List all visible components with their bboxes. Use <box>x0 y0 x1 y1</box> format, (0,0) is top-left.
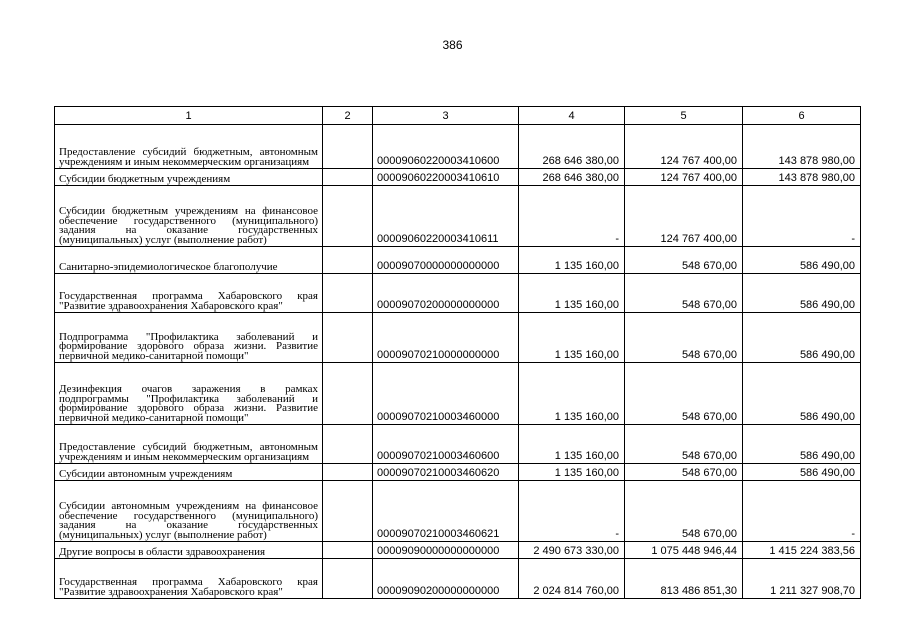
row-value-col4: 1 135 160,00 <box>519 313 625 363</box>
row-col2-cell <box>323 425 373 464</box>
row-name-cell: Субсидии бюджетным учреждениям на финансовое обеспечение государственного (муниципального) задания на оказание государственных (муниципальных) услуг (выполнение работ) <box>55 186 323 247</box>
table-row <box>55 274 861 313</box>
row-value-col5: 1 075 448 946,44 <box>625 542 743 559</box>
row-col2-cell <box>323 363 373 425</box>
table-row <box>55 542 861 559</box>
row-value-col5: 124 767 400,00 <box>625 169 743 186</box>
row-value-col5: 548 670,00 <box>625 313 743 363</box>
row-value-col5: 548 670,00 <box>625 274 743 313</box>
row-value-col6: 586 490,00 <box>743 274 861 313</box>
table-row <box>55 125 861 169</box>
row-name-cell: Субсидии бюджетным учреждениям <box>55 169 323 186</box>
page-number: 386 <box>442 38 463 52</box>
row-value-col4: - <box>519 481 625 542</box>
row-name-cell: Государственная программа Хабаровского края "Развитие здравоохранения Хабаровского края" <box>55 559 323 599</box>
row-value-col4: 1 135 160,00 <box>519 464 625 481</box>
row-value-col4: - <box>519 186 625 247</box>
row-value-col6: 143 878 980,00 <box>743 169 861 186</box>
row-code-cell: 00009060220003410600 <box>373 125 519 169</box>
row-code-cell: 00009070200000000000 <box>373 274 519 313</box>
row-value-col5: 813 486 851,30 <box>625 559 743 599</box>
row-value-col4: 268 646 380,00 <box>519 125 625 169</box>
row-value-col6: - <box>743 481 861 542</box>
row-value-col6: 586 490,00 <box>743 363 861 425</box>
row-value-col5: 124 767 400,00 <box>625 125 743 169</box>
row-col2-cell <box>323 186 373 247</box>
header-cell: 4 <box>519 107 625 125</box>
row-code-cell: 00009070210000000000 <box>373 313 519 363</box>
row-code-cell: 00009060220003410611 <box>373 186 519 247</box>
row-value-col5: 548 670,00 <box>625 464 743 481</box>
row-value-col4: 2 024 814 760,00 <box>519 559 625 599</box>
row-code-cell: 00009070210003460620 <box>373 464 519 481</box>
row-code-cell: 00009070000000000000 <box>373 247 519 274</box>
header-cell: 3 <box>373 107 519 125</box>
row-value-col4: 1 135 160,00 <box>519 363 625 425</box>
row-value-col6: 586 490,00 <box>743 313 861 363</box>
table-row <box>55 425 861 464</box>
row-name-cell: Дезинфекция очагов заражения в рамках подпрограммы "Профилактика заболеваний и формирование здорового образа жизни. Развитие первичной медико-санитарной помощи" <box>55 363 323 425</box>
row-value-col5: 548 670,00 <box>625 363 743 425</box>
row-col2-cell <box>323 313 373 363</box>
table-header-row <box>55 107 861 125</box>
row-value-col6: 586 490,00 <box>743 464 861 481</box>
row-value-col5: 124 767 400,00 <box>625 186 743 247</box>
row-value-col4: 1 135 160,00 <box>519 247 625 274</box>
row-value-col5: 548 670,00 <box>625 481 743 542</box>
header-cell: 6 <box>743 107 861 125</box>
row-code-cell: 00009070210003460621 <box>373 481 519 542</box>
row-value-col4: 1 135 160,00 <box>519 425 625 464</box>
table-row <box>55 559 861 599</box>
table-row <box>55 363 861 425</box>
row-name-cell: Предоставление субсидий бюджетным, автономным учреждениям и иным некоммерческим организациям <box>55 125 323 169</box>
row-code-cell: 00009090200000000000 <box>373 559 519 599</box>
row-name-cell: Государственная программа Хабаровского края "Развитие здравоохранения Хабаровского края" <box>55 274 323 313</box>
row-code-cell: 00009070210003460000 <box>373 363 519 425</box>
row-col2-cell <box>323 481 373 542</box>
table-row <box>55 313 861 363</box>
table-row <box>55 481 861 542</box>
budget-table <box>54 106 861 599</box>
table-row <box>55 169 861 186</box>
header-cell: 1 <box>55 107 323 125</box>
row-col2-cell <box>323 125 373 169</box>
row-value-col6: 1 211 327 908,70 <box>743 559 861 599</box>
row-value-col6: - <box>743 186 861 247</box>
row-name-cell: Предоставление субсидий бюджетным, автономным учреждениям и иным некоммерческим организациям <box>55 425 323 464</box>
row-code-cell: 00009070210003460600 <box>373 425 519 464</box>
row-value-col6: 586 490,00 <box>743 247 861 274</box>
row-name-cell: Подпрограмма "Профилактика заболеваний и формирование здорового образа жизни. Развитие первичной медико-санитарной помощи" <box>55 313 323 363</box>
row-value-col4: 1 135 160,00 <box>519 274 625 313</box>
row-value-col4: 268 646 380,00 <box>519 169 625 186</box>
row-col2-cell <box>323 247 373 274</box>
row-value-col4: 2 490 673 330,00 <box>519 542 625 559</box>
row-name-cell: Другие вопросы в области здравоохранения <box>55 542 323 559</box>
row-value-col5: 548 670,00 <box>625 247 743 274</box>
row-name-cell: Субсидии автономным учреждениям на финансовое обеспечение государственного (муниципального) задания на оказание государственных (муниципальных) услуг (выполнение работ) <box>55 481 323 542</box>
header-cell: 5 <box>625 107 743 125</box>
header-cell: 2 <box>323 107 373 125</box>
row-col2-cell <box>323 169 373 186</box>
row-code-cell: 00009090000000000000 <box>373 542 519 559</box>
row-code-cell: 00009060220003410610 <box>373 169 519 186</box>
table-row <box>55 247 861 274</box>
row-col2-cell <box>323 542 373 559</box>
row-value-col6: 586 490,00 <box>743 425 861 464</box>
row-value-col5: 548 670,00 <box>625 425 743 464</box>
row-col2-cell <box>323 464 373 481</box>
row-col2-cell <box>323 274 373 313</box>
table-row <box>55 464 861 481</box>
row-value-col6: 143 878 980,00 <box>743 125 861 169</box>
row-name-cell: Субсидии автономным учреждениям <box>55 464 323 481</box>
row-value-col6: 1 415 224 383,56 <box>743 542 861 559</box>
table-row <box>55 186 861 247</box>
row-name-cell: Санитарно-эпидемиологическое благополучие <box>55 247 323 274</box>
row-col2-cell <box>323 559 373 599</box>
